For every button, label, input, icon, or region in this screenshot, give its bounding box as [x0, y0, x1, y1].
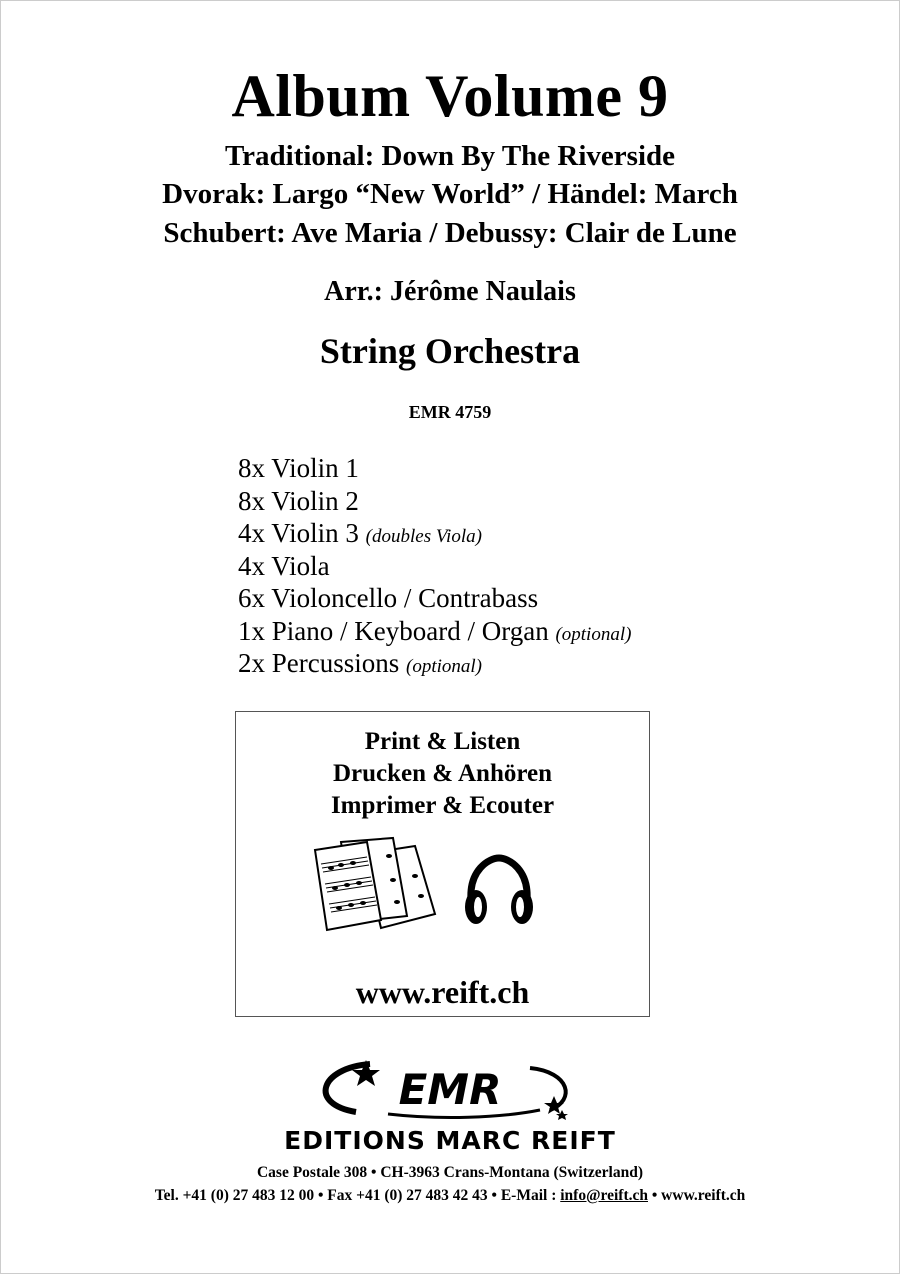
instrument-name: 4x Violin 3 [238, 518, 359, 548]
instrument-item [238, 550, 631, 583]
publisher-contact [0, 1187, 900, 1205]
subtitle-line-3: Schubert: Ave Maria / Debussy: Clair de Lune [163, 217, 737, 249]
instrument-item [238, 452, 631, 485]
print-listen-en: Print & Listen [364, 728, 521, 755]
instrument-note: (optional) [555, 623, 632, 645]
instrument-item [238, 582, 631, 615]
website-url: www.reift.ch [355, 974, 530, 1010]
print-listen-box [235, 711, 650, 1017]
publisher-name: EDITIONS MARC REIFT [284, 1126, 616, 1155]
tel-fax: Tel. +41 (0) 27 483 12 00 • Fax +41 (0) 27 483 42 43 • E-Mail : [154, 1187, 557, 1204]
instrument-name: 8x Violin 2 [238, 485, 359, 516]
instrument-note: (doubles Viola) [365, 526, 482, 547]
subtitle-line-2: Dvorak: Largo “New World” / Händel: March [162, 178, 738, 210]
subtitle-line-1: Traditional: Down By The Riverside [224, 140, 676, 172]
headphones-icon [459, 852, 539, 932]
instrument-name: 1x Piano / Keyboard / Organ [238, 615, 549, 646]
instrument-name: 4x Viola [238, 550, 330, 581]
sheet-music-icon [311, 836, 437, 936]
instrument-item [238, 647, 631, 680]
instrument-list [238, 452, 631, 680]
catalog-code: EMR 4759 [408, 402, 492, 422]
emr-logo [300, 1058, 600, 1124]
instrument-item [238, 615, 631, 648]
arranger: Arr.: Jérôme Naulais [324, 276, 576, 307]
logo-text: EMR [398, 1065, 502, 1114]
album-title: Album Volume 9 [231, 63, 669, 129]
instrument-name: 6x Violoncello / Contrabass [238, 583, 539, 613]
email-link[interactable]: info@reift.ch [560, 1187, 648, 1204]
print-listen-de: Drucken & Anhören [332, 760, 552, 787]
instrument-name: 2x Percussions [238, 648, 400, 678]
web-link[interactable]: • www.reift.ch [651, 1187, 746, 1204]
ensemble: String Orchestra [319, 331, 581, 371]
instrument-item [238, 485, 631, 518]
instrument-note: (optional) [406, 656, 482, 677]
publisher-address: Case Postale 308 • CH-3963 Crans-Montana (Switzerland) [256, 1164, 643, 1181]
instrument-item [238, 517, 631, 550]
instrument-name: 8x Violin 1 [238, 453, 359, 483]
print-listen-fr: Imprimer & Ecouter [330, 792, 555, 819]
